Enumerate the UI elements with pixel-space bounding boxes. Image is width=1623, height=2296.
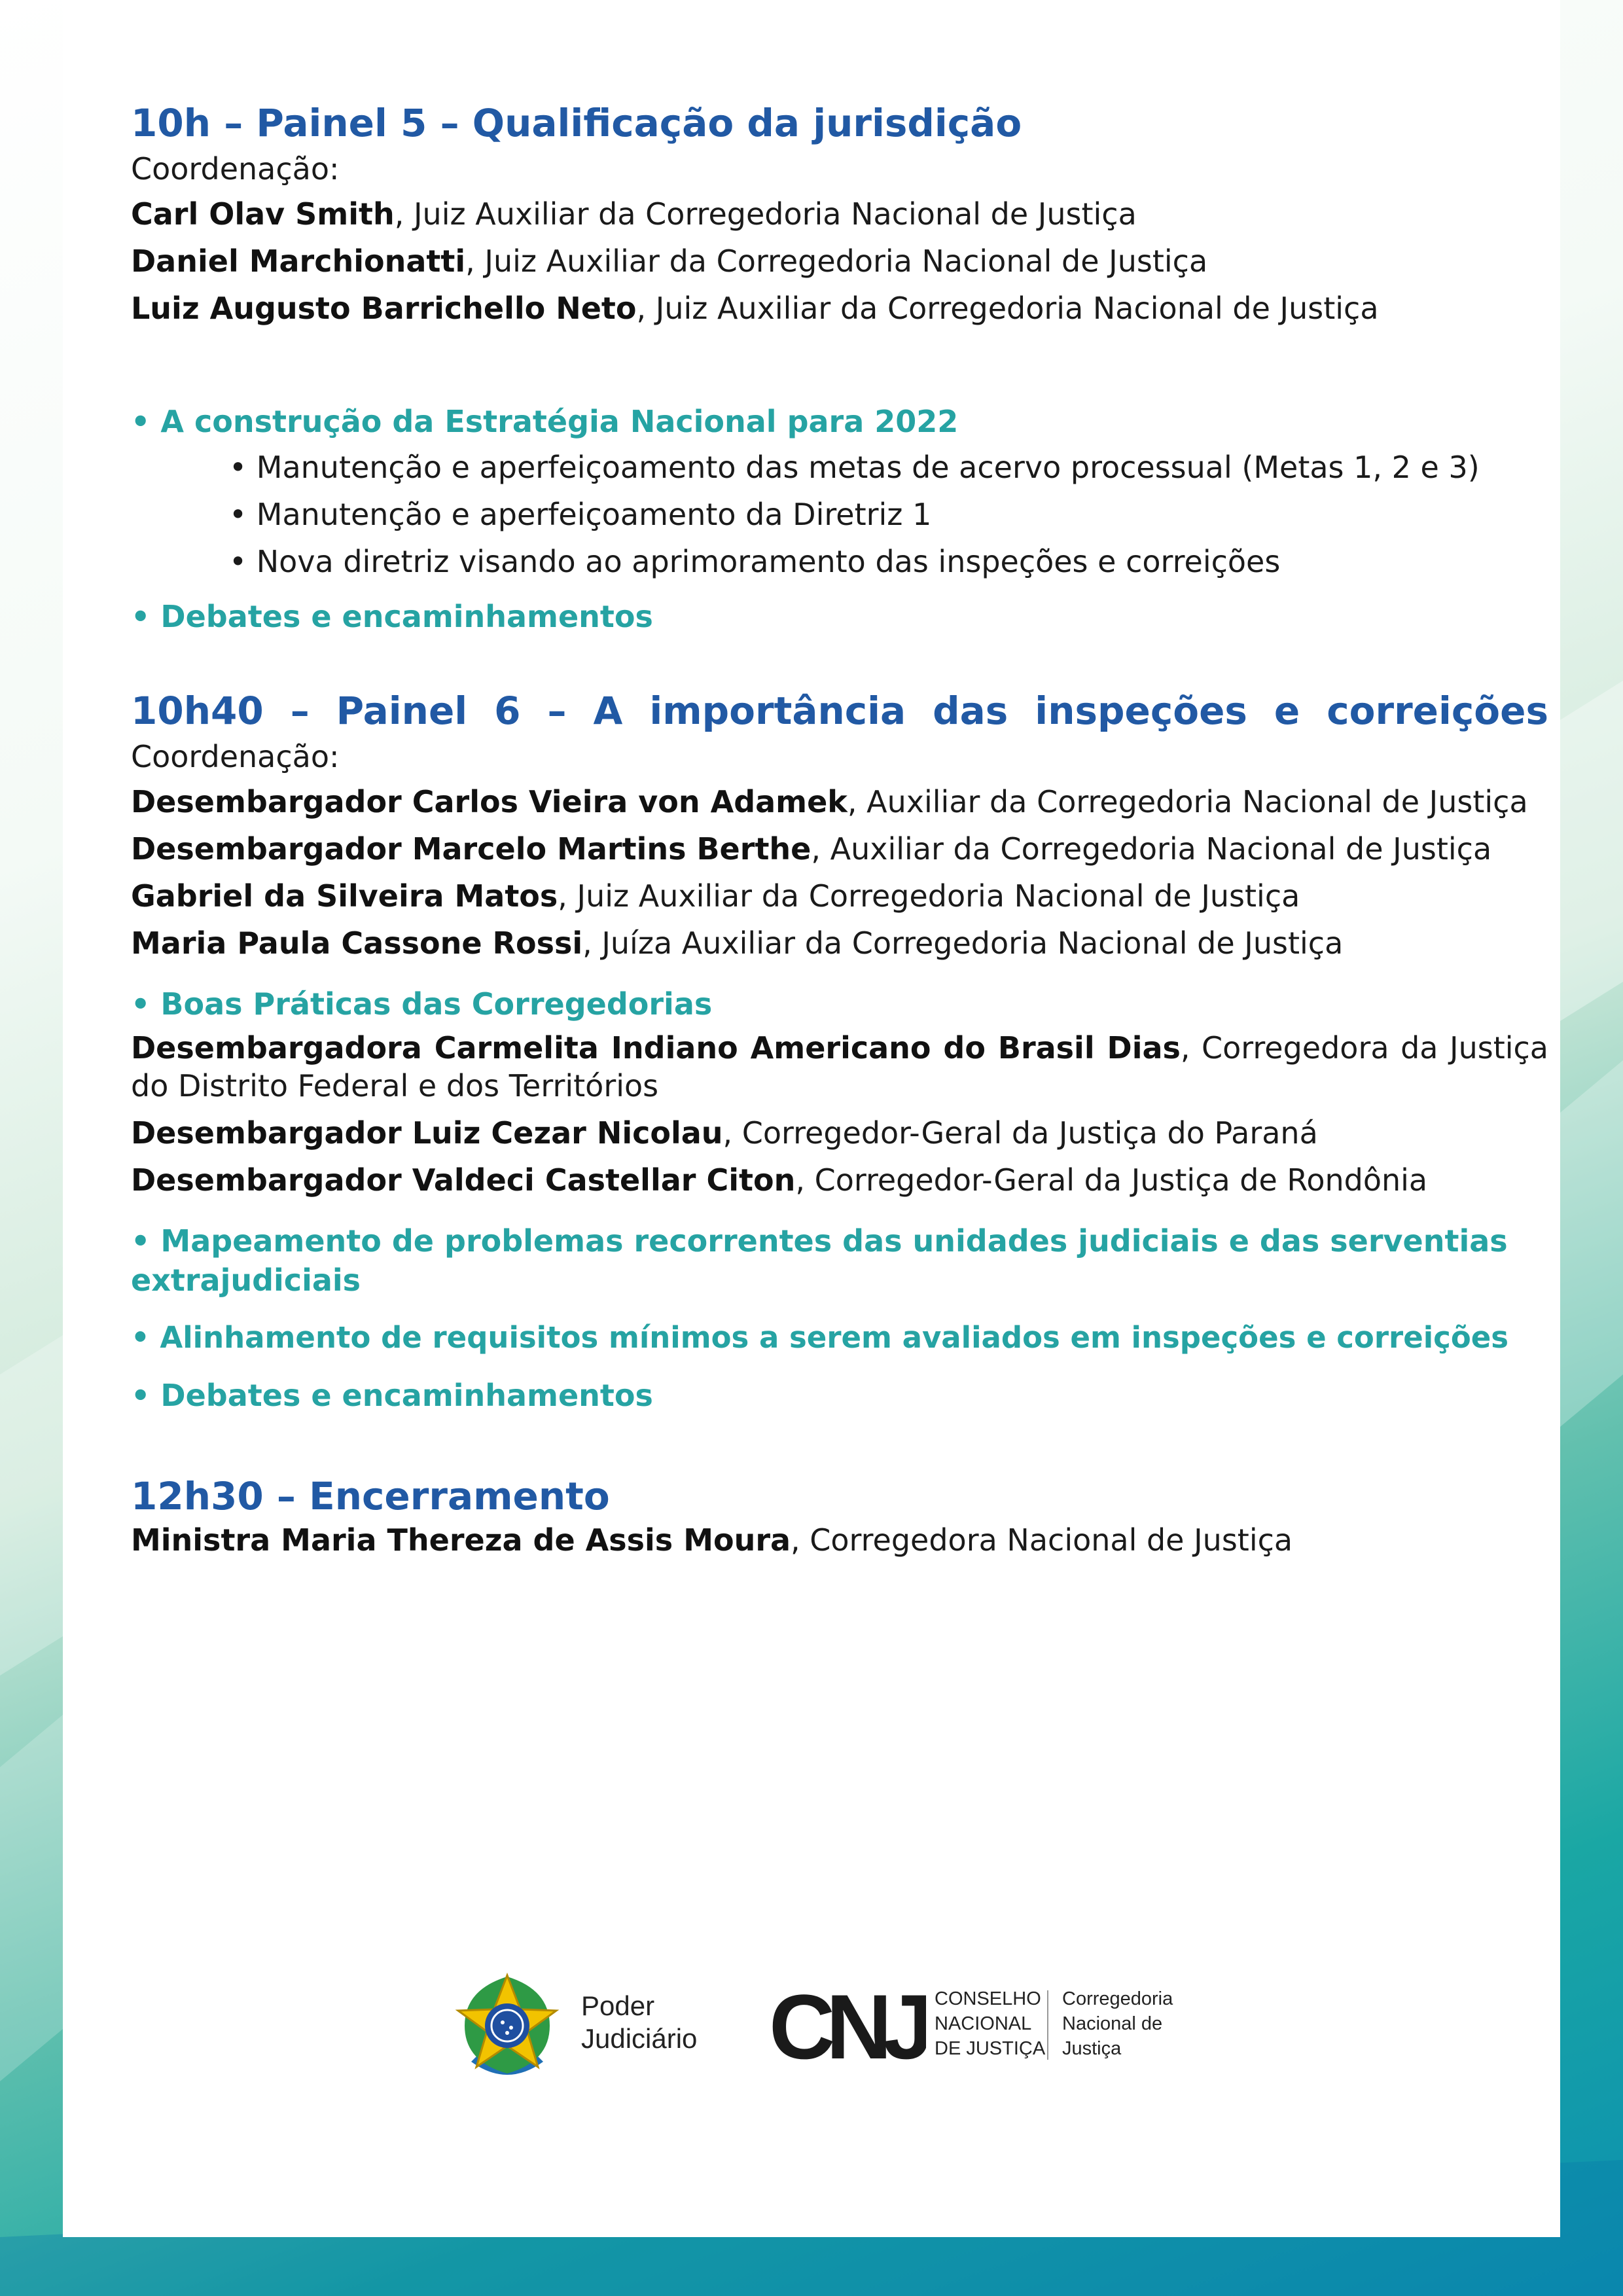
poder-judiciario-label	[581, 1990, 697, 2055]
panel5-person	[131, 195, 1548, 233]
person-role: , Corregedor-Geral da Justiça do Paraná	[722, 1115, 1318, 1151]
footer-logos	[0, 1954, 1623, 2111]
panel6-title: 10h40 – Painel 6 – A importância das inspeções e correições	[131, 689, 1548, 733]
panel6-topic-good-practices: • Boas Práticas das Corregedorias	[131, 986, 713, 1022]
person-role: , Juiz Auxiliar da Corregedoria Nacional de Justiça	[558, 878, 1300, 914]
pj-line: Judiciário	[581, 2023, 698, 2054]
person-role: , Juiz Auxiliar da Corregedoria Nacional de Justiça	[465, 243, 1208, 279]
person-name: Desembargador Valdeci Castellar Citon	[131, 1162, 796, 1198]
panel5-subitem: • Manutenção e aperfeiçoamento das metas de acervo processual (Metas 1, 2 e 3)	[229, 450, 1480, 485]
panel6-topic-debates: • Debates e encaminhamentos	[131, 1378, 653, 1413]
person-role: , Juiz Auxiliar da Corregedoria Nacional de Justiça	[394, 196, 1137, 232]
corregedoria-label	[1062, 1986, 1173, 2061]
person-name: Gabriel da Silveira Matos	[131, 878, 558, 914]
person-role: , Juíza Auxiliar da Corregedoria Nacional de Justiça	[582, 925, 1344, 961]
panel5-person	[131, 242, 1548, 280]
person-name: Maria Paula Cassone Rossi	[131, 925, 583, 961]
person-name: Daniel Marchionatti	[131, 243, 466, 279]
closing-person	[131, 1521, 1548, 1559]
panel5-subitem: • Nova diretriz visando ao aprimoramento das inspeções e correições	[229, 544, 1281, 579]
content-card	[63, 0, 1560, 2237]
person-role: , Corregedor-Geral da Justiça de Rondônia	[795, 1162, 1428, 1198]
panel6-person	[131, 877, 1548, 915]
footer-divider	[1047, 1990, 1048, 2060]
panel6-person	[131, 924, 1548, 962]
person-name: Luiz Augusto Barrichello Neto	[131, 291, 637, 326]
panel5-coordination-label: Coordenação:	[131, 151, 340, 187]
person-name: Carl Olav Smith	[131, 196, 395, 232]
corr-line: Justiça	[1062, 2038, 1122, 2059]
person-role: , Auxiliar da Corregedoria Nacional de Justiça	[847, 784, 1528, 819]
person-role: , Juiz Auxiliar da Corregedoria Nacional de Justiça	[636, 291, 1379, 326]
panel6-coordination-label: Coordenação:	[131, 739, 340, 774]
person-name: Desembargador Carlos Vieira von Adamek	[131, 784, 847, 819]
person-role: , Corregedora Nacional de Justiça	[791, 1522, 1293, 1558]
person-name: Desembargador Marcelo Martins Berthe	[131, 831, 812, 867]
panel5-person	[131, 289, 1548, 327]
person-name: Desembargador Luiz Cezar Nicolau	[131, 1115, 723, 1151]
panel6-person	[131, 783, 1548, 821]
program-content	[131, 98, 1548, 1568]
pj-line: Poder	[581, 1990, 655, 2021]
panel6-practice-person	[131, 1029, 1548, 1105]
corr-line: Nacional de	[1062, 2013, 1163, 2034]
panel5-topic-debates: • Debates e encaminhamentos	[131, 599, 653, 634]
coat-of-arms-icon	[445, 1964, 569, 2088]
person-role: , Auxiliar da Corregedoria Nacional de Justiça	[811, 831, 1492, 867]
closing-title: 12h30 – Encerramento	[131, 1474, 610, 1518]
panel6-practice-person	[131, 1114, 1548, 1152]
cnj-line: DE JUSTIÇA	[935, 2038, 1046, 2059]
person-role: , Corregedora da Justiça do Distrito Federal e dos Territórios	[131, 1030, 1548, 1103]
corr-line: Corregedoria	[1062, 1988, 1173, 2009]
panel6-person	[131, 830, 1548, 868]
cnj-line: CONSELHO	[935, 1988, 1041, 2009]
panel6-topic-mapping: • Mapeamento de problemas recorrentes das unidades judiciais e das serventias extrajudiciais	[131, 1223, 1508, 1298]
panel5-topic-strategy: • A construção da Estratégia Nacional para 2022	[131, 404, 959, 439]
cnj-line: NACIONAL	[935, 2013, 1032, 2034]
panel6-topic-requirements: • Alinhamento de requisitos mínimos a serem avaliados em inspeções e correições	[131, 1320, 1509, 1355]
panel6-practice-person	[131, 1161, 1548, 1199]
person-name: Ministra Maria Thereza de Assis Moura	[131, 1522, 791, 1558]
panel5-title: 10h – Painel 5 – Qualificação da jurisdição	[131, 101, 1022, 145]
cnj-logo-icon	[769, 1985, 926, 2070]
person-name: Desembargadora Carmelita Indiano Americano do Brasil Dias	[131, 1030, 1181, 1066]
cnj-logo-text: CNJ	[769, 1985, 925, 2070]
cnj-label	[935, 1986, 1045, 2061]
panel5-subitem: • Manutenção e aperfeiçoamento da Diretriz 1	[229, 497, 932, 532]
